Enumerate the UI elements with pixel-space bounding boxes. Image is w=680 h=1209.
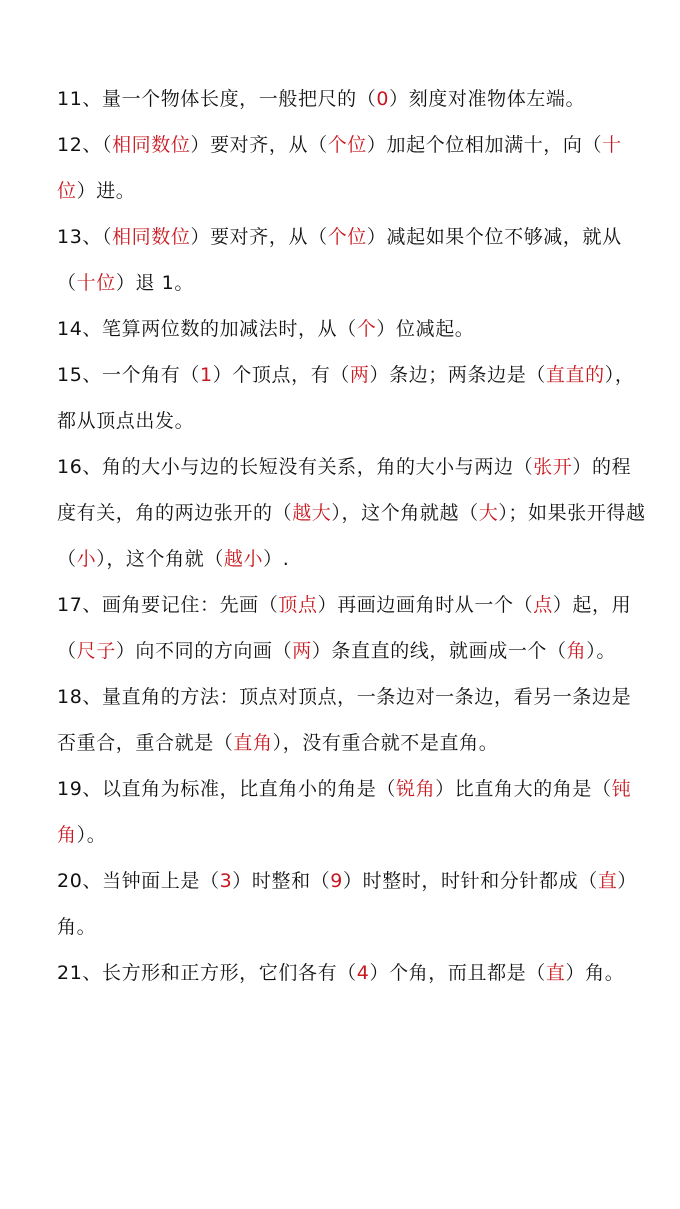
answer-text: 相同数位 (112, 226, 191, 248)
answer-text: 9 (330, 870, 343, 892)
statement-text: 15、一个角有（ (57, 364, 200, 386)
statement-text: ）. (263, 548, 290, 570)
statement-text: 17、画角要记住：先画（ (57, 594, 279, 616)
answer-text: 3 (219, 870, 233, 892)
numbered-statement (57, 582, 647, 674)
statement-text: ）位减起。 (376, 318, 475, 340)
numbered-statement (57, 122, 647, 214)
answer-text: 相同数位 (112, 134, 191, 156)
statement-text: 16、角的大小与边的长短没有关系，角的大小与两边（ (57, 456, 534, 478)
answer-text: 点 (533, 594, 553, 616)
answer-text: 两 (292, 640, 312, 662)
statement-text: ）；如果张开得越（ (57, 502, 646, 570)
numbered-statement (57, 674, 647, 766)
statement-text: ）刻度对准物体左端。 (389, 88, 586, 110)
numbered-statement (57, 766, 647, 858)
statement-text: ）再画边画角时从一个（ (317, 594, 534, 616)
answer-text: 十位 (57, 134, 622, 202)
document-page (57, 76, 647, 996)
statement-text: ），这个角就越（ (331, 502, 479, 524)
numbered-statement (57, 76, 647, 122)
answer-text: 越大 (292, 502, 332, 524)
statement-text: 11、量一个物体长度，一般把尺的（ (57, 88, 377, 110)
answer-text: 顶点 (278, 594, 318, 616)
statement-text: ）要对齐，从（ (190, 134, 328, 156)
answer-text: 个 (356, 318, 377, 340)
statement-text: ）进。 (76, 180, 136, 202)
statement-text: ）个顶点，有（ (212, 364, 350, 386)
answer-text: 4 (356, 962, 370, 984)
statement-text: ）条边；两条边是（ (369, 364, 546, 386)
answer-text: 直 (597, 870, 618, 892)
statement-text: 19、以直角为标准，比直角小的角是（ (57, 778, 396, 800)
numbered-statement (57, 214, 647, 306)
statement-text: ）时整时，时针和分针都成（ (343, 870, 598, 892)
statement-text: 14、笔算两位数的加减法时，从（ (57, 318, 357, 340)
answer-text: 0 (376, 88, 390, 110)
answer-text: 两 (349, 364, 370, 386)
answer-text: 直 (545, 962, 566, 984)
answer-text: 直直的 (545, 364, 605, 386)
statement-text: ）要对齐，从（ (190, 226, 328, 248)
answer-text: 十位 (76, 272, 116, 294)
statement-text: ）角。 (565, 962, 625, 984)
answer-text: 个位 (327, 226, 367, 248)
numbered-statement (57, 352, 647, 444)
answer-text: 钝角 (57, 778, 632, 846)
statement-text: 18、量直角的方法：顶点对顶点，一条边对一条边，看另一条边是否重合，重合就是（ (57, 686, 632, 754)
statement-text: ），都从顶点出发。 (57, 364, 635, 432)
statement-text: ）起，用（ (57, 594, 632, 662)
answer-text: 1 (199, 364, 213, 386)
statement-text: ）比直角大的角是（ (435, 778, 612, 800)
statement-text: ）退 1。 (115, 272, 194, 294)
statement-text: ）的程度有关，角的两边张开的（ (57, 456, 632, 524)
answer-text: 角 (566, 640, 587, 662)
statement-text: ）个角，而且都是（ (369, 962, 546, 984)
statement-text: 20、当钟面上是（ (57, 870, 220, 892)
answer-text: 小 (76, 548, 97, 570)
numbered-statement (57, 858, 647, 950)
statement-text: ）向不同的方向画（ (115, 640, 293, 662)
answer-text: 锐角 (395, 778, 436, 800)
answer-text: 大 (478, 502, 499, 524)
statement-text: ）。 (76, 824, 107, 846)
statement-text: ）角。 (57, 870, 638, 938)
answer-text: 直角 (233, 732, 273, 754)
statement-text: 13、（ (57, 226, 113, 248)
statement-text: ），没有重合就不是直角。 (272, 732, 499, 754)
answer-text: 尺子 (76, 640, 116, 662)
statement-text: ）时整和（ (232, 870, 331, 892)
numbered-statement (57, 444, 647, 582)
statement-text: 21、长方形和正方形，它们各有（ (57, 962, 357, 984)
statement-text: ）加起个位相加满十，向（ (366, 134, 603, 156)
statement-text: 12、（ (57, 134, 113, 156)
statement-text: ）减起如果个位不够减，就从（ (57, 226, 622, 294)
answer-text: 张开 (533, 456, 573, 478)
answer-text: 个位 (327, 134, 367, 156)
statement-text: ）条直直的线，就画成一个（ (311, 640, 567, 662)
answer-text: 越小 (223, 548, 264, 570)
statement-text: ）。 (586, 640, 616, 662)
numbered-statement (57, 950, 647, 996)
statement-text: ），这个角就（ (96, 548, 224, 570)
numbered-statement (57, 306, 647, 352)
